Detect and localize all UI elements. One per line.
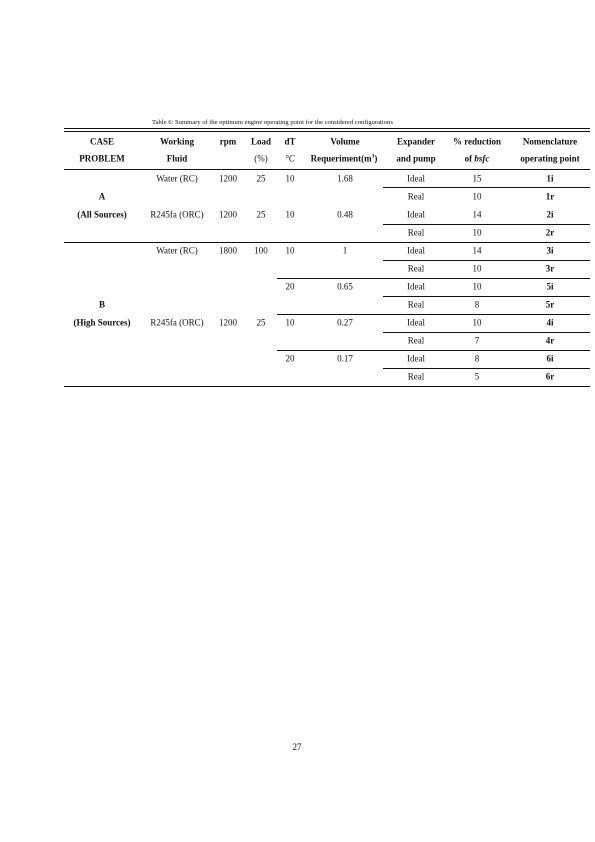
cell-volume: 1.68	[337, 173, 353, 184]
header-bsfc: of bsfc	[464, 153, 490, 164]
cell-expander: Ideal	[407, 245, 425, 256]
cell-nomenclature: 6r	[545, 371, 555, 382]
cell-expander: Real	[407, 191, 425, 202]
row-rule	[277, 278, 590, 279]
cell-nomenclature: 1r	[545, 191, 555, 202]
cell-nomenclature: 2i	[546, 209, 554, 220]
cell-expander: Ideal	[407, 317, 425, 328]
cell-nomenclature: 3r	[545, 263, 555, 274]
cell-expander: Real	[407, 371, 425, 382]
case-b-sub: (High Sources)	[73, 317, 131, 328]
table-top-rule-2	[64, 131, 590, 132]
header-load: Load	[250, 136, 272, 147]
cell-rpm: 1200	[219, 209, 237, 220]
header-operating-point: operating point	[520, 153, 580, 164]
cell-nomenclature: 4i	[546, 317, 554, 328]
cell-expander: Ideal	[407, 281, 425, 292]
cell-rpm: 1200	[219, 173, 237, 184]
cell-dt: 10	[285, 245, 295, 256]
case-a-label: A	[98, 191, 106, 202]
cell-nomenclature: 1i	[546, 173, 554, 184]
row-rule	[383, 368, 590, 369]
cell-nomenclature: 3i	[546, 245, 554, 256]
header-dt-unit: °C	[285, 153, 295, 164]
cell-expander: Ideal	[407, 173, 425, 184]
cell-load: 25	[256, 317, 266, 328]
cell-reduction: 15	[472, 173, 482, 184]
cell-fluid: Water (RC)	[156, 173, 198, 184]
cell-reduction: 10	[472, 191, 482, 202]
row-rule	[383, 332, 590, 333]
cell-expander: Real	[407, 299, 425, 310]
cell-load: 25	[256, 209, 266, 220]
header-load-unit: (%)	[254, 153, 268, 164]
header-reduction: % reduction	[452, 136, 502, 147]
header-nomenclature: Nomenclature	[522, 136, 578, 147]
cell-reduction: 5	[474, 371, 480, 382]
header-problem: PROBLEM	[79, 153, 125, 164]
header-working: Working	[159, 136, 195, 147]
header-fluid: Fluid	[166, 153, 188, 164]
cell-dt: 20	[285, 281, 295, 292]
cell-nomenclature: 2r	[545, 227, 555, 238]
cell-nomenclature: 6i	[546, 353, 554, 364]
header-case: CASE	[89, 136, 115, 147]
row-rule	[277, 314, 590, 315]
cell-load: 25	[256, 173, 266, 184]
cell-expander: Real	[407, 335, 425, 346]
header-and-pump: and pump	[396, 153, 436, 164]
row-rule	[383, 260, 590, 261]
case-b-label: B	[98, 299, 106, 310]
cell-reduction: 10	[472, 317, 482, 328]
cell-volume: 0.27	[337, 317, 353, 328]
cell-expander: Ideal	[407, 353, 425, 364]
cell-nomenclature: 4r	[545, 335, 555, 346]
cell-dt: 10	[285, 317, 295, 328]
row-rule	[277, 350, 590, 351]
cell-volume: 0.17	[337, 353, 353, 364]
section-rule	[64, 242, 590, 243]
cell-fluid: Water (RC)	[156, 245, 198, 256]
cell-load: 100	[254, 245, 268, 256]
page-number: 27	[292, 742, 302, 752]
cell-dt: 10	[285, 173, 295, 184]
cell-rpm: 1800	[219, 245, 237, 256]
cell-volume: 0.65	[337, 281, 353, 292]
cell-reduction: 14	[472, 209, 482, 220]
row-rule	[383, 296, 590, 297]
header-volume: Volume	[330, 136, 360, 147]
cell-expander: Ideal	[407, 209, 425, 220]
cell-fluid: R245fa (ORC)	[150, 209, 204, 220]
header-volume-unit: $Requeriment(m^3)$	[310, 153, 378, 164]
header-rule	[64, 169, 590, 170]
cell-nomenclature: 5i	[546, 281, 554, 292]
row-rule	[383, 224, 590, 225]
table-bottom-rule	[64, 386, 590, 387]
cell-reduction: 14	[472, 245, 482, 256]
cell-expander: Real	[407, 263, 425, 274]
row-rule	[383, 187, 590, 188]
header-dt: dT	[284, 136, 296, 147]
cell-expander: Real	[407, 227, 425, 238]
cell-volume: 0.48	[337, 209, 353, 220]
case-a-sub: (All Sources)	[77, 209, 127, 220]
cell-fluid: R245fa (ORC)	[150, 317, 204, 328]
cell-reduction: 10	[472, 227, 482, 238]
header-rpm: rpm	[219, 136, 237, 147]
cell-reduction: 8	[474, 353, 480, 364]
cell-volume: 1	[342, 245, 348, 256]
cell-dt: 20	[285, 353, 295, 364]
table-top-rule	[64, 128, 590, 129]
cell-reduction: 10	[472, 281, 482, 292]
cell-rpm: 1200	[219, 317, 237, 328]
cell-dt: 10	[285, 209, 295, 220]
header-expander: Expander	[396, 136, 436, 147]
table-caption: Table 6: Summary of the optimum engine operating point for the considered configurations	[152, 119, 393, 126]
cell-nomenclature: 5r	[545, 299, 555, 310]
cell-reduction: 8	[474, 299, 480, 310]
cell-reduction: 10	[472, 263, 482, 274]
cell-reduction: 7	[474, 335, 480, 346]
